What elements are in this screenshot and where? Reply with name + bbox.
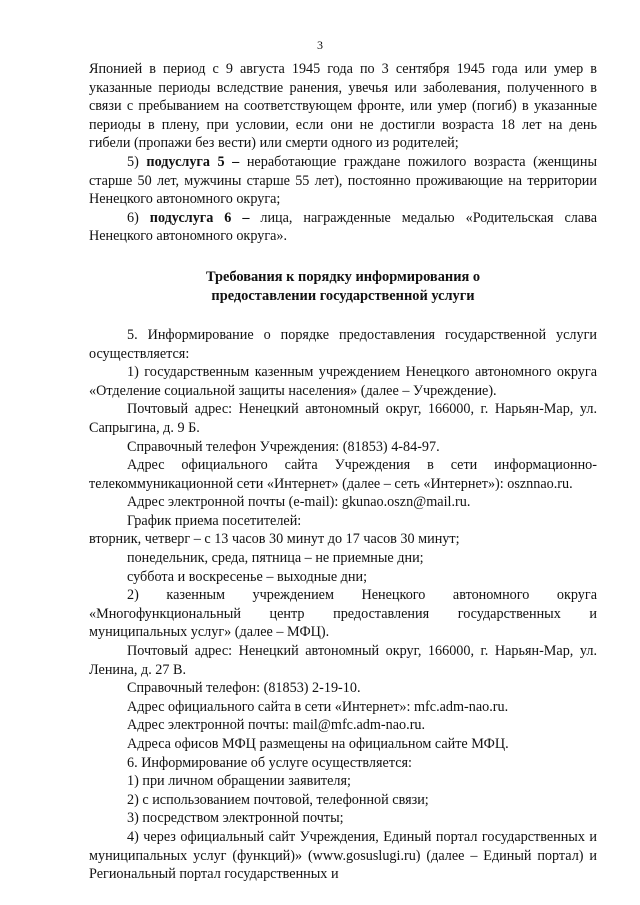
paragraph: Адреса офисов МФЦ размещены на официальном сайте МФЦ. (127, 736, 509, 752)
heading-line: предоставлении государственной услуги (211, 287, 475, 304)
paragraph: Адрес электронной почты (e-mail): gkunao.oszn@mail.ru. (127, 494, 471, 511)
paragraph: 6. Информирование об услуге осуществляется: (127, 754, 412, 771)
paragraph-subservice-6 (89, 209, 597, 246)
paragraph: Адрес электронной почты: mail@mfc.adm-nao.ru. (127, 717, 426, 734)
paragraph: Почтовый адрес: Ненецкий автономный округ, 166000, г. Нарьян-Мар, ул. Сапрыгина, д. 9 Б. (89, 401, 597, 436)
paragraph: 1) при личном обращении заявителя; (127, 773, 351, 790)
heading-line: Требования к порядку информирования о (205, 268, 481, 285)
paragraph: 2) казенным учреждением Ненецкого автономного округа «Многофункциональный центр предоставления государственных и муниципальных услуг» (далее – МФЦ). (89, 587, 597, 641)
section-heading (89, 268, 597, 306)
subservice-label: подуслуга 6 – (149, 209, 250, 226)
page-number: 3 (317, 38, 323, 52)
document-body (89, 60, 597, 884)
list-marker: 5) (127, 153, 147, 170)
paragraph-subservice-5 (89, 153, 597, 209)
subservice-label: подуслуга 5 – (146, 153, 240, 170)
paragraph: 5. Информирование о порядке предоставления государственной услуги осуществляется: (89, 326, 597, 362)
paragraph: вторник, четверг – с 13 часов 30 минут до 17 часов 30 минут; (89, 531, 460, 548)
subservice-text: лица, награжденные медалью «Родительская слава Ненецкого автономного округа». (89, 209, 597, 245)
list-marker: 6) (127, 209, 150, 226)
paragraph: Справочный телефон Учреждения: (81853) 4-84-97. (127, 438, 440, 455)
paragraph: 1) государственным казенным учреждением Ненецкого автономного округа «Отделение социальной защиты населения» (далее – Учреждение). (89, 364, 597, 399)
paragraph: График приема посетителей: (127, 512, 302, 529)
paragraph: Японией в период с 9 августа 1945 года по 3 сентября 1945 года или умер в указанные периоды вследствие ранения, увечья или заболевания, полученного в связи с пребыванием на соответствующем фронте, или умер (погиб) в указанные периоды в плену, при условии, если они не достигли возраста 18 лет на день гибели (пропажи без вести) или смерти одного из родителей; (89, 61, 597, 152)
paragraph: Справочный телефон: (81853) 2-19-10. (127, 680, 361, 697)
paragraph: 3) посредством электронной почты; (127, 810, 344, 827)
subservice-text: неработающие граждане пожилого возраста (женщины старше 50 лет, мужчины старше 55 лет), постоянно проживающие на территории Ненецкого автономного округа; (89, 153, 597, 208)
paragraph: Почтовый адрес: Ненецкий автономный округ, 166000, г. Нарьян-Мар, ул. Ленина, д. 27 В. (89, 643, 597, 678)
paragraph: суббота и воскресенье – выходные дни; (127, 568, 368, 585)
paragraph: Адрес официального сайта в сети «Интернет»: mfc.adm-nao.ru. (127, 698, 509, 715)
paragraph: понедельник, среда, пятница – не приемные дни; (127, 550, 424, 567)
paragraph: 4) через официальный сайт Учреждения, Единый портал государственных и муниципальных услуг (функций)» (www.gosuslugi.ru) (далее – Единый портал) и Региональный портал государственных и (89, 828, 597, 883)
paragraph: Адрес официального сайта Учреждения в сети информационно-телекоммуникационной сети «Интернет» (далее – сеть «Интернет»): osznnao.ru. (89, 457, 597, 492)
paragraph: 2) с использованием почтовой, телефонной связи; (127, 791, 429, 808)
